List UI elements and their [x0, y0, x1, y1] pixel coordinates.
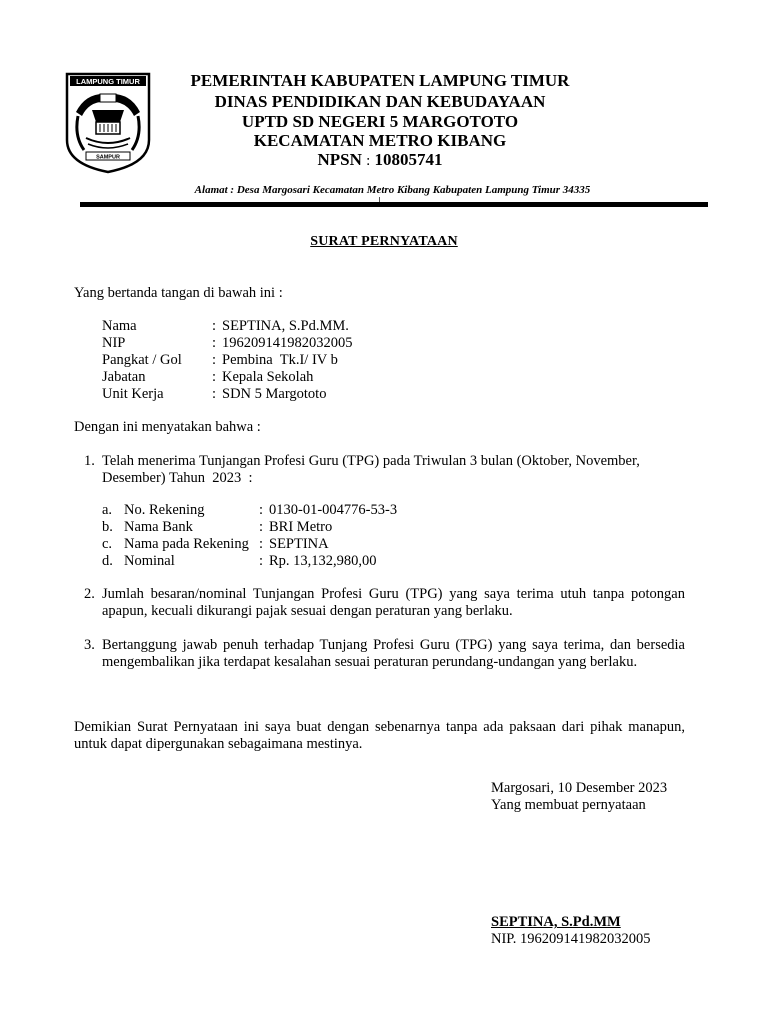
signatory-name: SEPTINA, S.Pd.MM: [491, 914, 621, 930]
bank-letter: d.: [102, 553, 113, 569]
bank-colon: :: [259, 536, 264, 552]
point-1-line-1: Telah menerima Tunjangan Profesi Guru (TPG) pada Triwulan 3 bulan (Oktober, November,: [102, 453, 640, 469]
bank-colon: :: [259, 553, 264, 569]
identity-label: NIP: [102, 335, 126, 351]
point-number: 3.: [84, 637, 95, 653]
bank-colon: :: [259, 519, 264, 535]
signatory-nip: NIP. 196209141982032005: [491, 931, 651, 947]
bank-label: No. Rekening: [124, 502, 205, 518]
header-line-4: KECAMATAN METRO KIBANG: [253, 131, 507, 150]
identity-colon: :: [212, 386, 217, 402]
bank-value: SEPTINA: [269, 536, 329, 552]
identity-row: [102, 369, 353, 386]
header-line-1: PEMERINTAH KABUPATEN LAMPUNG TIMUR: [190, 71, 570, 90]
point-3-text: Bertanggung jawab penuh terhadap Tunjang Profesi Guru (TPG) yang saya terima, dan bersedia mengembalikan jika terdapat kesalahan sesuai peraturan perundang-undangan yang berlaku.: [102, 637, 685, 670]
emblem-motto: SAMPUR: [96, 154, 120, 161]
identity-colon: :: [212, 369, 217, 385]
identity-value: SDN 5 Margototo: [222, 386, 327, 402]
intro-text: Yang bertanda tangan di bawah ini :: [74, 285, 283, 301]
school-address: Alamat : Desa Margosari Kecamatan Metro Kibang Kabupaten Lampung Timur 34335: [194, 184, 591, 196]
bank-label: Nominal: [124, 553, 175, 569]
bank-label: Nama pada Rekening: [124, 536, 249, 552]
identity-colon: :: [212, 318, 217, 334]
header-npsn: [150, 149, 610, 172]
identity-row: [102, 335, 353, 352]
identity-label: Jabatan: [102, 369, 146, 385]
header-divider: [80, 202, 708, 207]
place-date: Margosari, 10 Desember 2023: [491, 780, 668, 796]
identity-value: Pembina Tk.I/ IV b: [222, 352, 338, 368]
bank-table: [102, 502, 397, 570]
emblem-title: LAMPUNG TIMUR: [76, 77, 140, 86]
closing-paragraph: Demikian Surat Pernyataan ini saya buat dengan sebenarnya tanpa ada paksaan dari pihak manapun, untuk dapat dipergunakan sebagaimana mestinya.: [74, 719, 685, 752]
bank-label: Nama Bank: [124, 519, 193, 535]
identity-row: [102, 318, 353, 335]
point-number: 1.: [84, 453, 95, 469]
point-number: 2.: [84, 586, 95, 602]
header-line-2: DINAS PENDIDIKAN DAN KEBUDAYAAN: [214, 92, 546, 111]
identity-label: Unit Kerja: [102, 386, 164, 402]
document-title: SURAT PERNYATAAN: [310, 234, 458, 249]
bank-letter: a.: [102, 502, 113, 518]
identity-label: Pangkat / Gol: [102, 352, 182, 368]
identity-label: Nama: [102, 318, 137, 334]
bank-row: [102, 519, 397, 536]
bank-colon: :: [259, 502, 264, 518]
npsn-colon: :: [366, 153, 371, 169]
bank-value: Rp. 13,132,980,00: [269, 553, 377, 569]
bank-value: 0130-01-004776-53-3: [269, 502, 398, 518]
npsn-label: NPSN: [317, 150, 362, 169]
npsn-value: 10805741: [374, 150, 443, 169]
identity-colon: :: [212, 335, 217, 351]
identity-colon: :: [212, 352, 217, 368]
bank-row: [102, 553, 397, 570]
bank-letter: c.: [102, 536, 113, 552]
identity-table: [102, 318, 353, 403]
bank-letter: b.: [102, 519, 113, 535]
identity-value: SEPTINA, S.Pd.MM.: [222, 318, 349, 334]
point-1-line-2: Desember) Tahun 2023 :: [102, 470, 253, 486]
identity-row: [102, 386, 353, 403]
identity-row: [102, 352, 353, 369]
bank-value: BRI Metro: [269, 519, 333, 535]
bank-row: [102, 536, 397, 553]
point-2-text: Jumlah besaran/nominal Tunjangan Profesi Guru (TPG) yang saya terima utuh tanpa potongan apapun, kecuali dikurangi pajak sesuai dengan peraturan yang berlaku.: [102, 586, 685, 619]
header-line-3: UPTD SD NEGERI 5 MARGOTOTO: [241, 112, 519, 131]
identity-value: Kepala Sekolah: [222, 369, 314, 385]
identity-value: 196209141982032005: [222, 335, 353, 351]
signatory-role: Yang membuat pernyataan: [491, 797, 646, 813]
lampung-timur-emblem: [64, 72, 152, 174]
bank-row: [102, 502, 397, 519]
declaration-lead: Dengan ini menyatakan bahwa :: [74, 419, 261, 435]
